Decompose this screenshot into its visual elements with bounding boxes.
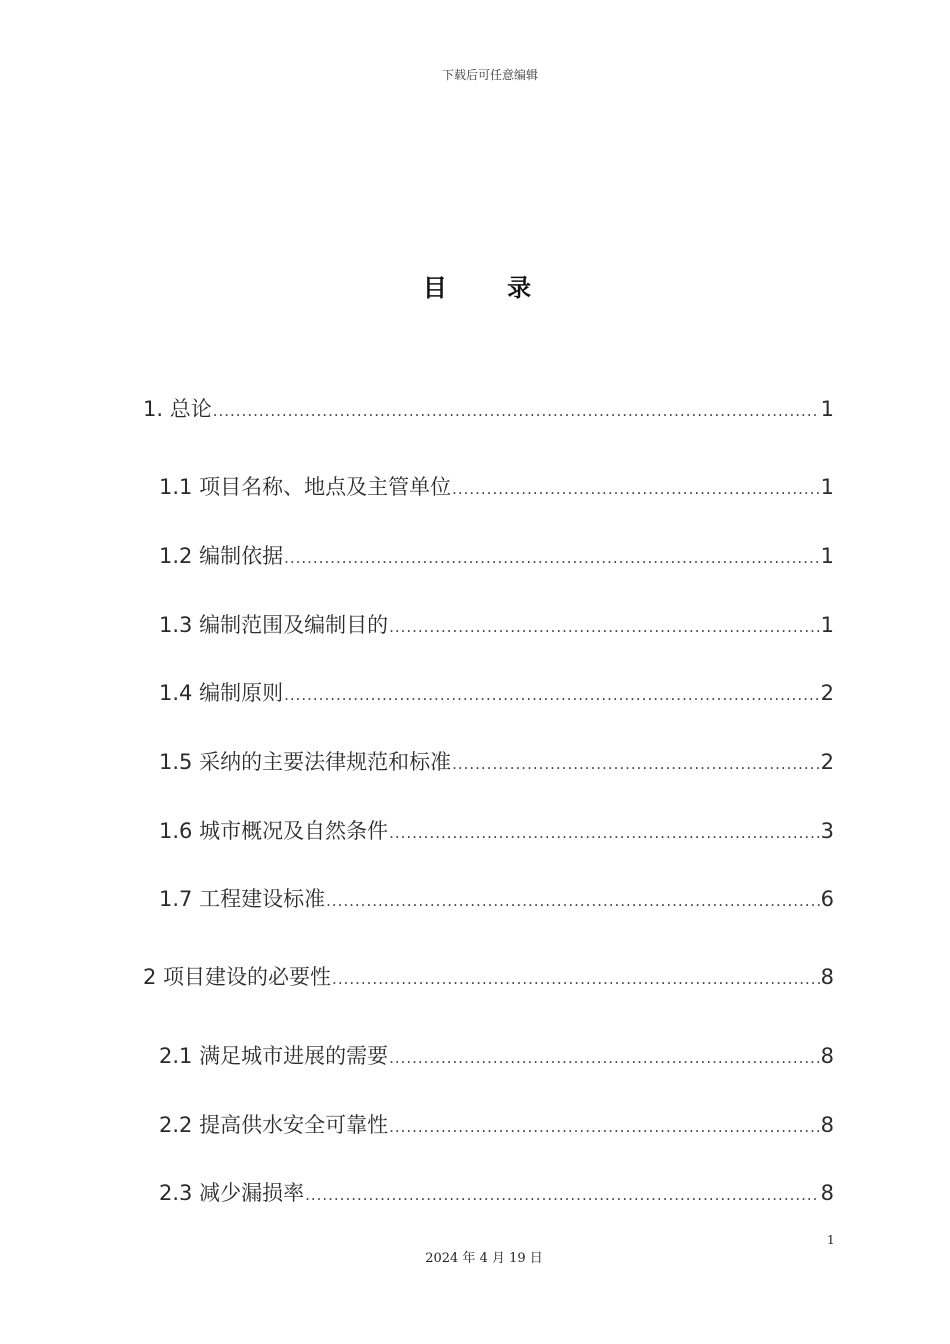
toc-entry-page: 2 [820, 681, 834, 705]
dot-leader [213, 396, 820, 426]
toc-entry-page: 8 [820, 1113, 834, 1137]
dot-leader [389, 612, 820, 642]
toc-entry-2-1[interactable] [159, 1041, 834, 1071]
dot-leader [284, 680, 820, 710]
toc-entry-1[interactable] [143, 394, 834, 424]
toc-entry-text: 1.1 项目名称、地点及主管单位 [159, 475, 452, 499]
toc-entry-text: 2 项目建设的必要性 [143, 965, 332, 989]
toc-entry-1-2[interactable] [159, 541, 834, 571]
toc-entry-page: 8 [820, 965, 834, 989]
toc-entry-page: 1 [820, 475, 834, 499]
toc-title: 目 录 [422, 274, 558, 302]
toc-entry-2-2[interactable] [159, 1110, 834, 1140]
toc-entry-1-6[interactable] [159, 816, 834, 846]
dot-leader [332, 964, 820, 994]
toc-entry-text: 2.3 减少漏损率 [159, 1181, 305, 1205]
toc-entry-2-3[interactable] [159, 1178, 834, 1208]
toc-entry-text: 1.4 编制原则 [159, 681, 284, 705]
toc-entry-text: 1.6 城市概况及自然条件 [159, 819, 389, 843]
toc-entry-page: 1 [820, 544, 834, 568]
toc-entry-page: 1 [820, 613, 834, 637]
toc-entry-text: 1.7 工程建设标准 [159, 887, 326, 911]
toc-entry-page: 3 [820, 819, 834, 843]
toc-entry-1-5[interactable] [159, 747, 834, 777]
toc-entry-1-4[interactable] [159, 678, 834, 708]
toc-entry-text: 2.1 满足城市进展的需要 [159, 1044, 389, 1068]
header-note: 下载后可任意编辑 [441, 68, 538, 82]
toc-entry-page: 8 [820, 1044, 834, 1068]
toc-entry-page: 6 [820, 887, 834, 911]
toc-entry-1-1[interactable] [159, 472, 834, 502]
toc-entry-text: 2.2 提高供水安全可靠性 [159, 1113, 389, 1137]
toc-entry-1-7[interactable] [159, 884, 834, 914]
dot-leader [452, 749, 820, 779]
toc-entry-2[interactable] [143, 962, 834, 992]
toc-entry-text: 1.5 采纳的主要法律规范和标准 [159, 750, 452, 774]
toc-entry-text: 1.3 编制范围及编制目的 [159, 613, 389, 637]
toc-entry-page: 2 [820, 750, 834, 774]
dot-leader [452, 474, 820, 504]
toc-entry-page: 1 [820, 397, 834, 421]
page-number: 1 [827, 1233, 835, 1247]
footer-date: 2024 年 4 月 19 日 [425, 1251, 543, 1266]
dot-leader [389, 818, 820, 848]
toc-entry-page: 8 [820, 1181, 834, 1205]
dot-leader [305, 1180, 820, 1210]
dot-leader [389, 1112, 820, 1142]
toc-entry-1-3[interactable] [159, 610, 834, 640]
dot-leader [284, 543, 820, 573]
toc-entry-text: 1. 总论 [143, 397, 212, 421]
toc-entry-text: 1.2 编制依据 [159, 544, 284, 568]
dot-leader [389, 1043, 820, 1073]
dot-leader [326, 886, 820, 916]
